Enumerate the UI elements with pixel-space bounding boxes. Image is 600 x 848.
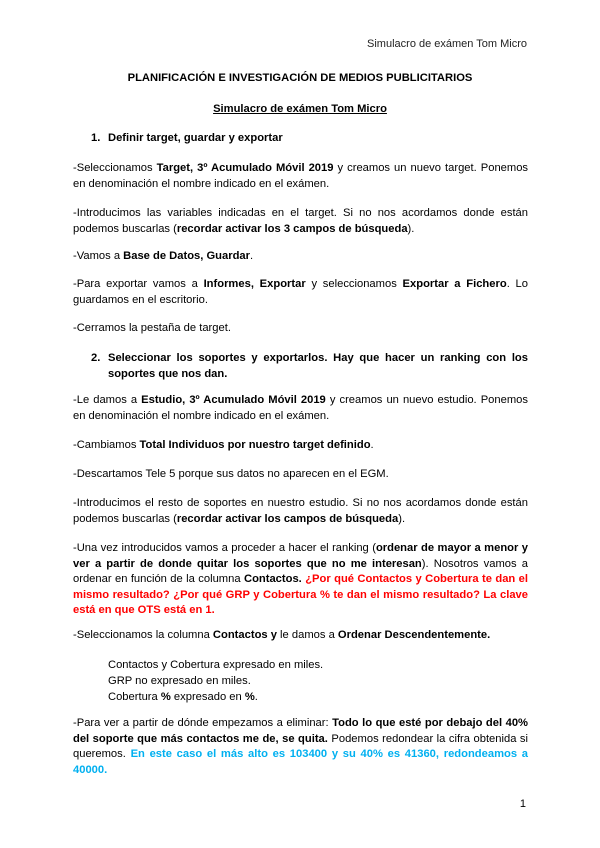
paragraph-1: -Seleccionamos Target, 3º Acumulado Móvil 2019 y creamos un nuevo target. Ponemos en denominación el nombre indicado en el exámen. <box>73 162 529 190</box>
paragraph-10: -Una vez introducidos vamos a proceder a hacer el ranking (ordenar de mayor a menor y ver a partir de donde quitar los soportes que no me interesan). Nosotros vamos a ordenar en función de la columna Contactos. ¿Por qué Contactos y Cobertura te dan el mismo resultado? ¿Por qué GRP y Cobertura % te dan el mismo resultado? La clave está en que OTS está en 1. <box>73 542 529 616</box>
paragraph-12: -Para ver a partir de dónde empezamos a eliminar: Todo lo que esté por debajo del 40% del soporte que más contactos me de, se quita. Podemos redondear la cifra obtenida si queremos. En este caso el más alto es 103400 y su 40% es 41360, redondeamos a 40000. <box>73 717 529 776</box>
paragraph-8: -Descartamos Tele 5 porque sus datos no aparecen en el EGM. <box>73 468 389 480</box>
running-header: Simulacro de exámen Tom Micro <box>367 38 527 50</box>
paragraph-7: -Cambiamos Total Individuos por nuestro target definido. <box>73 439 374 451</box>
section-number: 2. <box>91 352 101 364</box>
note-list <box>108 657 323 705</box>
list-item: Contactos y Cobertura expresado en miles. <box>108 659 324 671</box>
paragraph-9: -Introducimos el resto de soportes en nuestro estudio. Si no nos acordamos donde están podemos buscarlas (recordar activar los campos de búsqueda). <box>73 497 528 525</box>
section-2-heading <box>91 351 528 382</box>
paragraph-6: -Le damos a Estudio, 3º Acumulado Móvil 2019 y creamos un nuevo estudio. Ponemos en denominación el nombre indicado en el exámen. <box>73 394 528 422</box>
section-title: Seleccionar los soportes y exportarlos. Hay que hacer un ranking con los soportes que nos dan. <box>108 352 528 380</box>
section-title: Definir target, guardar y exportar <box>108 132 283 144</box>
paragraph-2: -Introducimos las variables indicadas en el target. Si no nos acordamos donde están podemos buscarlas (recordar activar los 3 campos de búsqueda). <box>73 207 528 235</box>
document-title: PLANIFICACIÓN E INVESTIGACIÓN DE MEDIOS PUBLICITARIOS <box>127 72 473 84</box>
document-subtitle: Simulacro de exámen Tom Micro <box>213 103 387 115</box>
paragraph-4: -Para exportar vamos a Informes, Exportar y seleccionamos Exportar a Fichero. Lo guardamos en el escritorio. <box>73 278 528 306</box>
section-1-heading <box>91 131 528 147</box>
list-item: Cobertura % expresado en %. <box>108 691 258 703</box>
paragraph-5: -Cerramos la pestaña de target. <box>73 322 231 334</box>
highlight-cyan-note: En este caso el más alto es 103400 y su 40% es 41360, redondeamos a 40000. <box>73 748 529 776</box>
list-item: GRP no expresado en miles. <box>108 675 251 687</box>
highlight-red-note: ¿Por qué Contactos y Cobertura te dan el mismo resultado? ¿Por qué GRP y Cobertura % te dan el mismo resultado? La clave está en que OTS está en 1. <box>73 573 529 616</box>
section-number: 1. <box>91 132 101 144</box>
page-number: 1 <box>519 798 526 810</box>
paragraph-11: -Seleccionamos la columna Contactos y le damos a Ordenar Descendentemente. <box>73 629 491 641</box>
paragraph-3: -Vamos a Base de Datos, Guardar. <box>73 250 254 262</box>
